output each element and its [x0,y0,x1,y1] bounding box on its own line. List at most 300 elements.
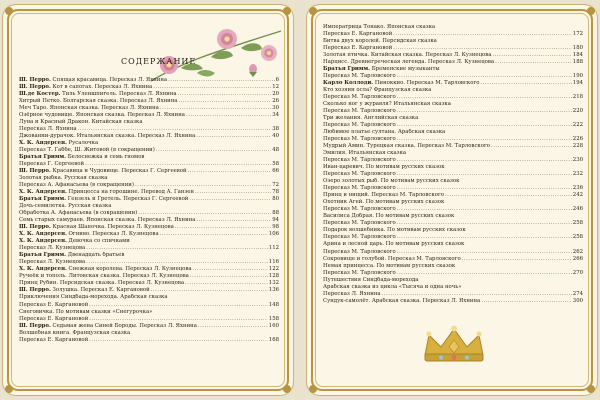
dot-leader [393,31,572,38]
toc-entry-title [323,199,444,206]
toc-entry [19,133,279,140]
toc-entry-text: Меч Таро. Японская сказка. Пересказ Л. Яхнина [19,105,159,112]
toc-entry-text: Озеро золотых рыб. По мотивам русских сказок [323,178,460,185]
toc-entry-title [19,105,159,112]
toc-entry-text: Пересказ М. Тарловского [323,122,396,129]
toc-entry-page-number: 30 [272,105,279,112]
toc-entry-page-number: 26 [272,98,279,105]
dot-leader [397,73,572,80]
dot-leader [397,206,572,213]
toc-entry-page-number: 194 [572,80,583,87]
toc-entry [19,309,279,316]
toc-entry-title [323,241,464,248]
toc-entry [323,136,583,143]
toc-entry-title [323,227,466,234]
dot-leader [185,280,268,287]
dot-leader [89,316,268,323]
toc-entry-title [19,280,184,287]
toc-entry-text: Пересказ М. Тарловского [323,234,396,241]
toc-entry-title [323,31,392,38]
toc-entry [323,234,583,241]
toc-entry [323,263,583,270]
toc-entry-page-number: 12 [272,84,279,91]
toc-entry-page-number: 88 [272,210,279,217]
toc-entry-author: Ш. Перро. [19,224,51,231]
toc-entry [19,252,279,259]
toc-entry-text: Красавица и Чудовище. Пересказ Г. Сергеевой [50,168,187,175]
toc-entry [323,227,583,234]
toc-entry-page-number: 122 [268,266,279,273]
dot-leader [195,189,271,196]
toc-entry-page-number: 190 [572,73,583,80]
toc-entry [323,59,583,66]
toc-entry [323,52,583,59]
toc-entry-text: Обработка А. Афанасьева (в сокращении) [19,210,138,217]
toc-entry [19,287,279,294]
toc-entry [19,323,279,330]
toc-entry-title [323,234,396,241]
toc-entry-title [19,126,77,133]
toc-entry-page-number: 262 [572,248,583,255]
toc-entry [323,256,583,263]
dot-leader [397,157,572,164]
dot-leader [89,302,268,309]
toc-entry-title [323,122,396,129]
dot-leader [397,220,572,227]
toc-entry [19,189,279,196]
toc-entry-text: Пересказ Т. Габбе, Ш. Житовой (в сокращении) [19,147,155,154]
toc-entry-title [19,302,88,309]
toc-entry-title [323,277,419,284]
toc-entry-page-number: 128 [268,273,279,280]
toc-entry-author: Братья Гримм. [19,252,67,259]
toc-entry-title [19,330,130,337]
toc-entry [323,185,583,192]
toc-entry-text: Пересказ М. Тарловского [323,206,396,213]
dot-leader [188,168,272,175]
toc-entry [19,302,279,309]
toc-entry-title [19,259,85,266]
dot-leader [481,80,572,87]
toc-entry [323,115,583,122]
toc-entry-text: Пересказ Е. Каргановой [323,45,393,52]
toc-entry-title [323,129,445,136]
toc-entry [323,31,583,38]
toc-entry-text: Хитрый Петко. Болгарская сказка. Пересказ Л. Яхнина [19,98,178,105]
toc-entry-title [323,38,437,45]
toc-entry-text: Пересказ Е. Каргановой [323,31,393,38]
toc-entry [323,220,583,227]
toc-entry [19,119,279,126]
toc-entry-page-number: 218 [572,94,583,101]
dot-leader [178,91,272,98]
toc-entry [19,245,279,252]
toc-entry-title [323,213,454,220]
toc-entry-text: Пересказ Е. Каргановой [19,315,89,322]
toc-entry [323,94,583,101]
toc-entry-text: Пересказ М. Тарловского [323,108,396,115]
toc-entry-text: Немая принцесса. По мотивам русских сказок [323,262,456,269]
corner-ornament [587,385,595,393]
toc-entry [323,143,583,150]
toc-entry-title [323,87,431,94]
toc-entry-title [19,316,88,323]
toc-entry-title [323,24,435,31]
toc-entry-text: Кот в сапогах. Пересказ Л. Яхнина [50,84,153,91]
toc-entry-title [323,256,461,263]
dot-leader [492,52,571,59]
toc-entry-text: Джованни-дурачок. Итальянская сказка. Пересказ Л. Яхнина [19,133,196,140]
dot-leader [397,136,572,143]
toc-entry [323,213,583,220]
toc-entry-page-number: 158 [268,315,279,322]
toc-entry-title [19,168,187,175]
toc-entry [323,150,583,157]
toc-entry-title [19,175,107,182]
toc-entry-title [19,182,134,189]
toc-entry-page-number: 184 [572,52,583,59]
toc-entry-page-number: 180 [572,45,583,52]
toc-entry [19,294,279,301]
toc-entry-text: Волшебная книга. Французская сказка [19,329,131,336]
toc-entry-text: Сколько ног у журавля? Итальянская сказка [323,101,451,108]
toc-entry [323,178,583,185]
toc-entry [19,112,279,119]
toc-entry-page-number: 168 [268,336,279,343]
toc-entry-page-number: 116 [268,259,279,266]
toc-entry-title [323,73,396,80]
rose-flower [217,29,237,49]
toc-entry-title [19,245,85,252]
dot-leader [397,94,572,101]
toc-entry-author: Х. К. Андерсен. [19,266,67,273]
toc-entry-text: Принц и нищий. Пересказ М. Тарловского [323,192,444,199]
toc-entry-text: Путешествия Синдбада-морехода [323,276,419,283]
toc-entry-text: Луна и Красный Дракон. Китайская сказка [19,119,143,126]
toc-entry-title [19,294,168,301]
toc-entry [19,273,279,280]
toc-entry-page-number: 226 [572,136,583,143]
toc-entry-author: Ш. Перро. [19,287,51,294]
toc-entry-text: Русалочка [66,140,99,147]
toc-entry-title [19,309,152,316]
toc-entry-title [19,224,174,231]
toc-entry [19,224,279,231]
toc-entry-title [19,189,194,196]
toc-entry-text: Тиль Уленшпигель. Пересказ Л. Яхнина [60,91,177,98]
toc-entry-title [19,140,98,147]
toc-entry-title [19,98,177,105]
contents-list-right [323,24,583,305]
toc-entry [323,73,583,80]
toc-entry-page-number: 228 [572,143,583,150]
dot-leader [86,245,268,252]
toc-entry-text: Кто хозяин осла? Французская сказка [323,87,432,94]
toc-entry-text: Озёрное чудовище. Японская сказка. Пересказ Л. Яхнина [19,112,185,119]
toc-entry [19,266,279,273]
toc-entry-title [323,185,396,192]
dot-leader [189,196,271,203]
dot-leader [175,224,271,231]
toc-entry-text: Арабская сказка из цикла «Тысяча и одна ночь» [323,283,462,290]
toc-entry-text: Девочка со спичками [66,238,130,245]
toc-entry-page-number: 266 [572,255,583,262]
toc-entry-text: Спящая красавица. Пересказ Л. Яхнина [50,77,168,83]
toc-entry [19,161,279,168]
toc-entry-text: Пересказ М. Тарловского [323,73,396,80]
corner-ornament [283,385,291,393]
toc-entry [19,316,279,323]
toc-entry-title [323,298,480,305]
toc-entry [19,98,279,105]
toc-entry-title [19,252,124,259]
dot-leader [138,210,271,217]
toc-entry [19,175,279,182]
toc-entry-text: Приключения Синдбада-морехода. Арабская сказка [19,294,168,301]
toc-entry-title [323,263,455,270]
toc-entry-page-number: 40 [272,133,279,140]
toc-entry-author: Ш. Перро. [19,168,51,175]
dot-leader [160,231,268,238]
toc-entry-page-number: 232 [572,171,583,178]
rose-flower [261,45,277,61]
dot-leader [86,259,268,266]
toc-entry-author: Х. К. Андерсен. [19,140,67,147]
toc-entry-text: Мудрый Амин. Турецкая сказка. Пересказ М. Тарловского [323,143,491,150]
toc-entry [323,108,583,115]
toc-entry-page-number: 78 [272,189,279,196]
toc-entry-text: Нарцисс. Древнегреческая легенда. Пересказ Л. Кузнецова [323,59,495,66]
toc-entry-text: Василиса Добрая. По мотивам русских сказок [323,213,455,220]
toc-entry-page-number: 188 [572,59,583,66]
dot-leader [397,108,572,115]
toc-entry-page-number: 172 [572,31,583,38]
corner-ornament [5,7,13,15]
toc-entry [323,284,583,291]
toc-entry [323,66,583,73]
toc-entry-title [323,66,440,73]
toc-entry [19,147,279,154]
toc-entry-text: Снежная королева. Пересказ Л. Кузнецова [66,266,192,273]
toc-entry-page-number: 94 [272,217,279,224]
toc-entry-author: Х. К. Андерсен. [19,189,67,196]
toc-entry [323,80,583,87]
toc-entry-author: Братья Гримм. [19,154,67,161]
toc-entry-page-number: 300 [572,297,583,304]
toc-entry-title [323,192,444,199]
toc-entry [19,210,279,217]
toc-entry [323,291,583,298]
toc-entry-text: Сундук-самолёт. Арабская сказка. Пересказ Л. Яхнина [323,297,481,304]
toc-entry-title [19,210,137,217]
toc-entry-text: Подарок волшебника. По мотивам русских сказок [323,227,466,234]
toc-entry [323,24,583,31]
toc-entry-text: Бременские музыканты [370,66,440,73]
corner-ornament [587,7,595,15]
dot-leader [190,273,268,280]
dot-leader [445,192,572,199]
toc-entry [19,330,279,337]
toc-entry-text: Пересказ Л. Яхнина [323,290,381,297]
page-title: СОДЕРЖАНИЕ [121,57,197,66]
toc-entry [323,101,583,108]
dot-leader [196,133,271,140]
toc-entry-title [323,45,392,52]
toc-entry-page-number: 20 [272,91,279,98]
toc-entry-text: Пиноккио. Пересказ М. Тарловского [373,80,480,87]
toc-entry-text: Пересказ М. Тарловского [323,220,396,227]
dot-leader [78,126,272,133]
toc-entry [323,45,583,52]
toc-entry-text: Пересказ Е. Каргановой [19,336,89,343]
toc-entry-text: Пересказ Л. Кузнецова [19,259,86,266]
toc-entry-page-number: 242 [572,192,583,199]
toc-entry-text: Пересказ М. Тарловского [323,248,396,255]
toc-entry-text: Три желания. Английская сказка [323,115,419,122]
toc-entry [19,91,279,98]
toc-entry [19,238,279,245]
dot-leader [491,143,572,150]
toc-entry-text: Пересказ Г. Сергеевой [19,161,85,168]
toc-entry-text: Снеговичка. По мотивам сказки «Снегурочка» [19,308,153,315]
dot-leader [156,147,271,154]
dot-leader [89,337,268,344]
toc-entry-author: Братья Гримм. [19,196,67,203]
toc-entry-title [19,196,188,203]
dot-leader [397,171,572,178]
toc-entry-text: Сокровище и голубой. Пересказ М. Тарловского [323,255,461,262]
toc-entry-title [323,94,396,101]
dot-leader [151,287,268,294]
toc-entry-text: Огниво. Пересказ Л. Кузнецова [66,231,159,238]
toc-entry-page-number: 132 [268,280,279,287]
toc-entry-page-number: 6 [275,77,279,83]
corner-ornament [283,7,291,15]
toc-entry-text: Принцесса на горошине. Перевод А. Ганзен [66,189,194,196]
toc-entry [323,164,583,171]
toc-entry-title [323,291,381,298]
toc-entry-page-number: 258 [572,234,583,241]
dot-leader [196,217,271,224]
corner-ornament [5,385,13,393]
toc-entry-page-number: 236 [572,185,583,192]
toc-entry-text: Императрица Тонако. Японская сказка [323,24,436,30]
toc-entry-title [323,52,491,59]
toc-entry [19,203,279,210]
toc-entry-title [323,220,396,227]
toc-entry-page-number: 258 [572,220,583,227]
toc-entry-page-number: 48 [272,147,279,154]
toc-entry-title [323,270,396,277]
toc-entry-author: Х. К. Андерсен. [19,238,67,245]
toc-entry [19,231,279,238]
toc-entry-text: Пересказ М. Тарловского [323,269,396,276]
toc-entry-text: Эмилия. Итальянская сказка [323,150,407,157]
toc-entry-page-number: 80 [272,196,279,203]
dot-leader [382,291,572,298]
toc-entry-title [323,150,406,157]
dot-leader [495,59,572,66]
dot-leader [153,84,271,91]
toc-entry-text: Пересказ Л. Кузнецова [19,245,86,252]
toc-entry-page-number: 58 [272,161,279,168]
toc-entry-page-number: 230 [572,157,583,164]
toc-entry-title [19,266,192,273]
rose-branch-illustration [141,23,291,83]
toc-entry-page-number: 98 [272,224,279,231]
toc-entry-page-number: 72 [272,182,279,189]
dot-leader [193,266,268,273]
toc-entry-title [19,217,195,224]
toc-entry-author: Ш. Перро. [19,77,51,83]
toc-entry [323,277,583,284]
toc-entry [323,157,583,164]
toc-entry-page-number: 34 [272,112,279,119]
toc-entry [323,249,583,256]
toc-entry-page-number: 274 [572,290,583,297]
toc-entry-title [323,164,445,171]
dot-leader [198,323,268,330]
toc-entry-text: Любимое платье султана. Арабская сказка [323,129,446,136]
toc-entry-title [19,84,152,91]
crown-illustration [419,325,489,367]
toc-entry [323,192,583,199]
dot-leader [462,256,572,263]
toc-entry-page-number: 220 [572,108,583,115]
toc-entry-page-number: 66 [272,168,279,175]
toc-entry-text: Белоснежка и семь гномов [66,154,145,161]
toc-entry-text: Иван-царевич. По мотивам русских сказок [323,164,445,171]
right-page [306,4,598,396]
toc-entry-title [19,231,159,238]
toc-entry-title [323,249,396,256]
toc-entry-text: Пересказ Л. Яхнина [19,126,77,133]
toc-entry-author: Братья Гримм. [323,66,371,73]
toc-entry [323,171,583,178]
toc-entry [323,270,583,277]
toc-entry [19,168,279,175]
toc-entry [19,105,279,112]
toc-entry [19,280,279,287]
toc-entry-text: Пересказ М. Тарловского [323,136,396,143]
toc-entry-text: Пересказ М. Тарловского [323,185,396,192]
toc-entry-title [323,101,451,108]
toc-entry-text: Седьмая жена Синей Бороды. Пересказ Л. Яхнина [50,322,197,329]
toc-entry [323,129,583,136]
toc-entry-text: Ручеёк и тополь. Литовская сказка. Пересказ Л. Кузнецова [19,273,189,280]
toc-entry-text: Битва двух королей. Персидская сказка [323,38,437,45]
toc-entry [19,337,279,344]
toc-entry-text: Красная Шапочка. Пересказ Л. Кузнецова [50,224,174,231]
toc-entry-text: Золотая птичка. Китайская сказка. Пересказ Л. Кузнецова [323,52,492,59]
toc-entry-page-number: 112 [268,245,279,252]
toc-entry-title [19,112,185,119]
dot-leader [397,270,572,277]
toc-entry-title [19,154,144,161]
toc-entry-author: Ш. Перро. [19,322,51,329]
dot-leader [393,45,572,52]
toc-entry [19,77,279,84]
dot-leader [186,112,271,119]
toc-entry-text: Золушка. Пересказ Е. Каргановой [50,287,150,294]
left-page [2,4,294,396]
toc-entry [19,217,279,224]
dot-leader [397,185,572,192]
toc-entry [19,259,279,266]
toc-entry [323,87,583,94]
toc-entry-title [19,77,167,84]
toc-entry-author: Х. К. Андерсен. [19,231,67,238]
